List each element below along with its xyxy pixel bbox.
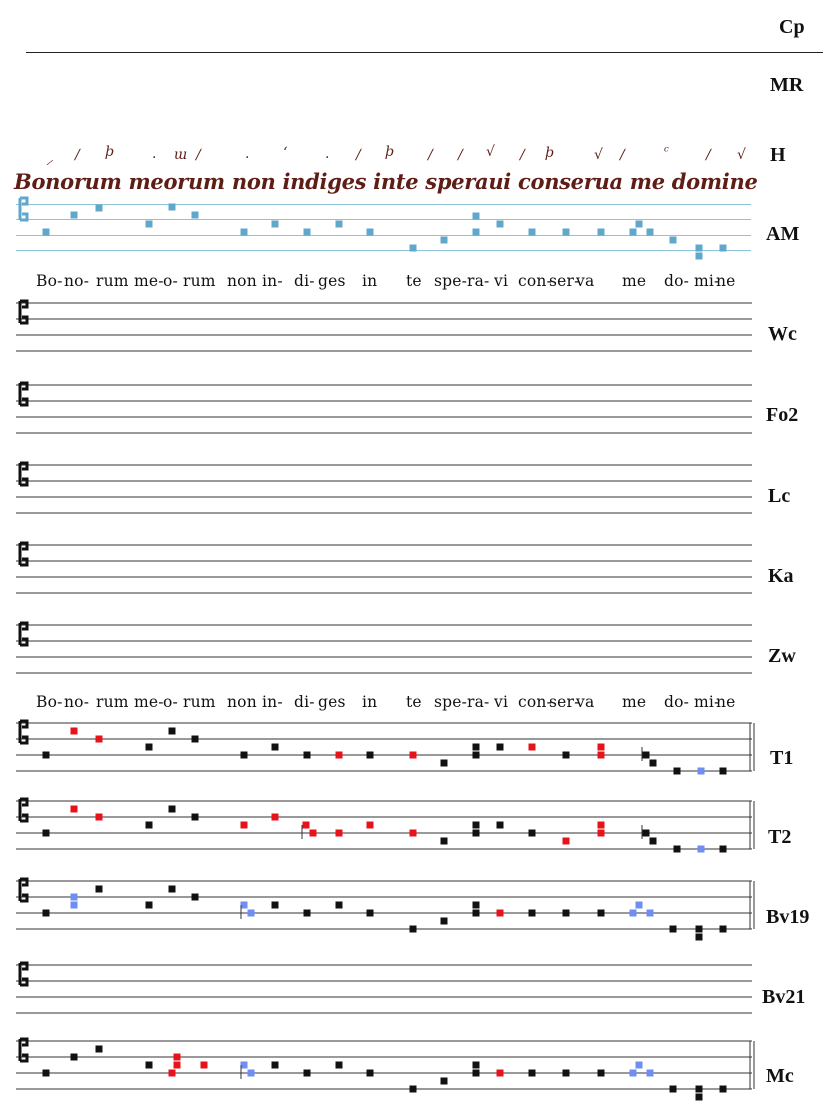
t2-note	[71, 806, 78, 813]
bv19-note	[336, 902, 343, 909]
t1-note	[529, 744, 536, 751]
mc-note	[473, 1070, 480, 1077]
t1-note	[367, 752, 374, 759]
staff-zw-clef-icon	[20, 623, 27, 645]
t2-note	[336, 830, 343, 837]
t2-note	[643, 830, 650, 837]
t1-note	[473, 744, 480, 751]
t1-note	[643, 752, 650, 759]
am-note	[71, 212, 78, 219]
row-label-t1: T1	[770, 747, 794, 769]
t1-note	[598, 752, 605, 759]
row-label-t2: T2	[768, 826, 792, 848]
t2-note	[473, 822, 480, 829]
bv19-note	[696, 926, 703, 933]
t1-note	[674, 768, 681, 775]
bv19-note	[473, 910, 480, 917]
am-note	[497, 221, 504, 228]
bv19-note	[272, 902, 279, 909]
mc-note	[598, 1070, 605, 1077]
am-note	[647, 229, 654, 236]
bv19-note	[192, 894, 199, 901]
bv19-note	[563, 910, 570, 917]
am-note	[720, 245, 727, 252]
am-note	[304, 229, 311, 236]
t2-note	[441, 838, 448, 845]
am-clef-icon	[20, 198, 27, 220]
t2-note	[367, 822, 374, 829]
mc-note	[410, 1086, 417, 1093]
t2-note	[192, 814, 199, 821]
t1-note	[192, 736, 199, 743]
t1-note	[241, 752, 248, 759]
am-note	[272, 221, 279, 228]
row-label-bv19: Bv19	[766, 906, 810, 928]
staff-fo2-clef-icon	[20, 383, 27, 405]
bv19-note	[169, 886, 176, 893]
mc-note	[336, 1062, 343, 1069]
staff-t2-clef-icon	[20, 799, 27, 821]
t2-note	[698, 846, 705, 853]
am-note	[241, 229, 248, 236]
am-note	[636, 221, 643, 228]
mc-note	[241, 1062, 248, 1069]
bv19-note	[630, 910, 637, 917]
t2-note	[310, 830, 317, 837]
am-note	[336, 221, 343, 228]
t2-note	[473, 830, 480, 837]
t2-note	[674, 846, 681, 853]
mc-note	[647, 1070, 654, 1077]
row-label-mc: Mc	[766, 1065, 794, 1087]
am-note	[192, 212, 199, 219]
t2-note	[497, 822, 504, 829]
row-label-ka: Ka	[768, 565, 794, 587]
bv19-note	[670, 926, 677, 933]
mc-note	[43, 1070, 50, 1077]
bv19-note	[367, 910, 374, 917]
staff-bv19-clef-icon	[20, 879, 27, 901]
mc-note	[174, 1054, 181, 1061]
bv19-note	[146, 902, 153, 909]
am-note	[410, 245, 417, 252]
am-note	[473, 229, 480, 236]
manuscript-latin-text: Bonorum meorum non indiges inte speraui conserua me domine	[14, 169, 758, 194]
t2-note	[720, 846, 727, 853]
bv19-note	[248, 910, 255, 917]
am-note	[367, 229, 374, 236]
row-label-am: AM	[766, 223, 800, 245]
am-note	[473, 213, 480, 220]
staff-lc-clef-icon	[20, 463, 27, 485]
bv19-note	[636, 902, 643, 909]
am-note	[96, 205, 103, 212]
t1-note	[563, 752, 570, 759]
t2-note	[43, 830, 50, 837]
mc-note	[630, 1070, 637, 1077]
t1-note	[473, 752, 480, 759]
am-note	[563, 229, 570, 236]
mc-note	[529, 1070, 536, 1077]
t1-note	[146, 744, 153, 751]
bv19-note	[71, 902, 78, 909]
t2-note	[650, 838, 657, 845]
t1-note	[598, 744, 605, 751]
mc-note	[71, 1054, 78, 1061]
bv19-note	[304, 910, 311, 917]
mc-note	[304, 1070, 311, 1077]
am-note	[169, 204, 176, 211]
bv19-note	[647, 910, 654, 917]
am-note	[146, 221, 153, 228]
t2-note	[146, 822, 153, 829]
t2-note	[272, 814, 279, 821]
mc-note	[720, 1086, 727, 1093]
mc-note	[563, 1070, 570, 1077]
am-note	[630, 229, 637, 236]
am-note	[696, 245, 703, 252]
t2-note	[598, 822, 605, 829]
t1-note	[43, 752, 50, 759]
t2-note	[96, 814, 103, 821]
t1-note	[169, 728, 176, 735]
t1-note	[650, 760, 657, 767]
t2-note	[563, 838, 570, 845]
bv19-note	[696, 934, 703, 941]
bv19-note	[441, 918, 448, 925]
t1-note	[410, 752, 417, 759]
t1-note	[720, 768, 727, 775]
am-note	[529, 229, 536, 236]
t2-note	[303, 822, 310, 829]
am-note	[43, 229, 50, 236]
bv19-note	[96, 886, 103, 893]
t1-note	[497, 744, 504, 751]
am-note	[670, 237, 677, 244]
bv19-note	[410, 926, 417, 933]
staff-ka-clef-icon	[20, 543, 27, 565]
staff-bv21-clef-icon	[20, 963, 27, 985]
t1-note	[698, 768, 705, 775]
t2-note	[169, 806, 176, 813]
mc-note	[696, 1094, 703, 1101]
mc-note	[146, 1062, 153, 1069]
t1-note	[304, 752, 311, 759]
mc-note	[272, 1062, 279, 1069]
t1-note	[71, 728, 78, 735]
mc-note	[201, 1062, 208, 1069]
t1-note	[336, 752, 343, 759]
bv19-note	[473, 902, 480, 909]
row-label-cp: Cp	[779, 16, 805, 38]
mc-note	[96, 1046, 103, 1053]
mc-note	[248, 1070, 255, 1077]
bv19-note	[71, 894, 78, 901]
row-label-mr: MR	[770, 74, 804, 96]
row-label-fo2: Fo2	[766, 404, 799, 426]
mc-note	[441, 1078, 448, 1085]
t1-note	[272, 744, 279, 751]
staff-wc-clef-icon	[20, 301, 27, 323]
mc-note	[670, 1086, 677, 1093]
t2-note	[410, 830, 417, 837]
mc-note	[696, 1086, 703, 1093]
am-note	[441, 237, 448, 244]
row-label-zw: Zw	[768, 645, 796, 667]
bv19-note	[720, 926, 727, 933]
t1-note	[96, 736, 103, 743]
bv19-note	[43, 910, 50, 917]
mc-note	[169, 1070, 176, 1077]
row-label-wc: Wc	[768, 323, 797, 345]
t1-note	[441, 760, 448, 767]
row-label-lc: Lc	[768, 485, 791, 507]
am-note	[598, 229, 605, 236]
mc-note	[636, 1062, 643, 1069]
bv19-note	[241, 902, 248, 909]
bv19-note	[598, 910, 605, 917]
t2-note	[598, 830, 605, 837]
row-label-bv21: Bv21	[762, 986, 806, 1008]
mc-note	[497, 1070, 504, 1077]
mc-note	[367, 1070, 374, 1077]
staff-mc-clef-icon	[20, 1039, 27, 1061]
staff-t1-clef-icon	[20, 721, 27, 743]
am-note	[696, 253, 703, 260]
t2-note	[529, 830, 536, 837]
bv19-note	[529, 910, 536, 917]
mc-note	[473, 1062, 480, 1069]
bv19-note	[497, 910, 504, 917]
t2-note	[241, 822, 248, 829]
mc-note	[174, 1062, 181, 1069]
row-label-h: H	[770, 144, 786, 166]
